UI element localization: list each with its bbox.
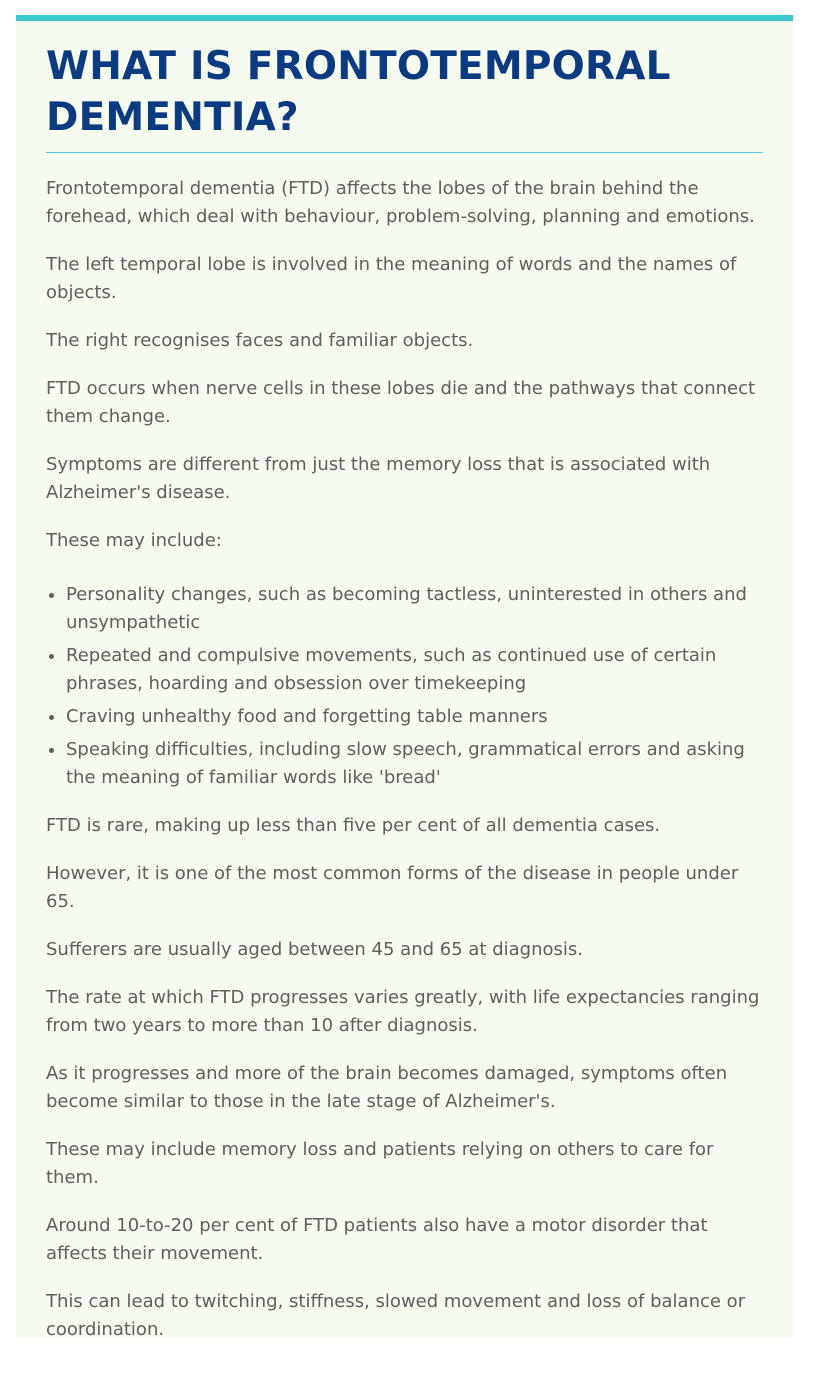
fact-box: [16, 15, 793, 1338]
symptom-list: [46, 581, 768, 792]
paragraph: Frontotemporal dementia (FTD) affects the lobes of the brain behind the forehead, which deal with behaviour, problem-solving, planning and emotions.: [46, 178, 755, 227]
list-item: • Repeated and compulsive movements, such as continued use of certain phrases, hoarding and obsession over timekeeping: [66, 642, 768, 698]
paragraph: Sufferers are usually aged between 45 and 65 at diagnosis.: [46, 939, 583, 960]
box-body: [46, 175, 768, 1338]
paragraph: This can lead to twitching, stiffness, slowed movement and loss of balance or coordination.: [46, 1291, 746, 1338]
paragraph: The rate at which FTD progresses varies greatly, with life expectancies ranging from two years to more than 10 after diagnosis.: [46, 987, 760, 1036]
list-intro: These may include:: [46, 530, 222, 551]
paragraph: These may include memory loss and patients relying on others to care for them.: [46, 1139, 714, 1188]
list-item: • Speaking difficulties, including slow speech, grammatical errors and asking the meaning of familiar words like 'bread': [66, 736, 768, 792]
paragraph: Symptoms are different from just the memory loss that is associated with Alzheimer's disease.: [46, 454, 711, 503]
paragraph: FTD is rare, making up less than five per cent of all dementia cases.: [46, 815, 661, 836]
paragraph: Around 10-to-20 per cent of FTD patients also have a motor disorder that affects their movement.: [46, 1215, 708, 1264]
paragraph: As it progresses and more of the brain becomes damaged, symptoms often become similar to those in the late stage of Alzheimer's.: [46, 1063, 728, 1112]
paragraph: The right recognises faces and familiar objects.: [46, 330, 474, 351]
box-title: WHAT IS FRONTOTEMPORAL DEMENTIA?: [46, 44, 671, 140]
list-item: • Personality changes, such as becoming tactless, uninterested in others and unsympathetic: [66, 581, 768, 637]
paragraph: The left temporal lobe is involved in the meaning of words and the names of objects.: [46, 254, 737, 303]
paragraph: However, it is one of the most common forms of the disease in people under 65.: [46, 863, 739, 912]
title-divider: [46, 152, 763, 153]
list-item: • Craving unhealthy food and forgetting table manners: [66, 703, 768, 731]
paragraph: FTD occurs when nerve cells in these lobes die and the pathways that connect them change.: [46, 378, 756, 427]
